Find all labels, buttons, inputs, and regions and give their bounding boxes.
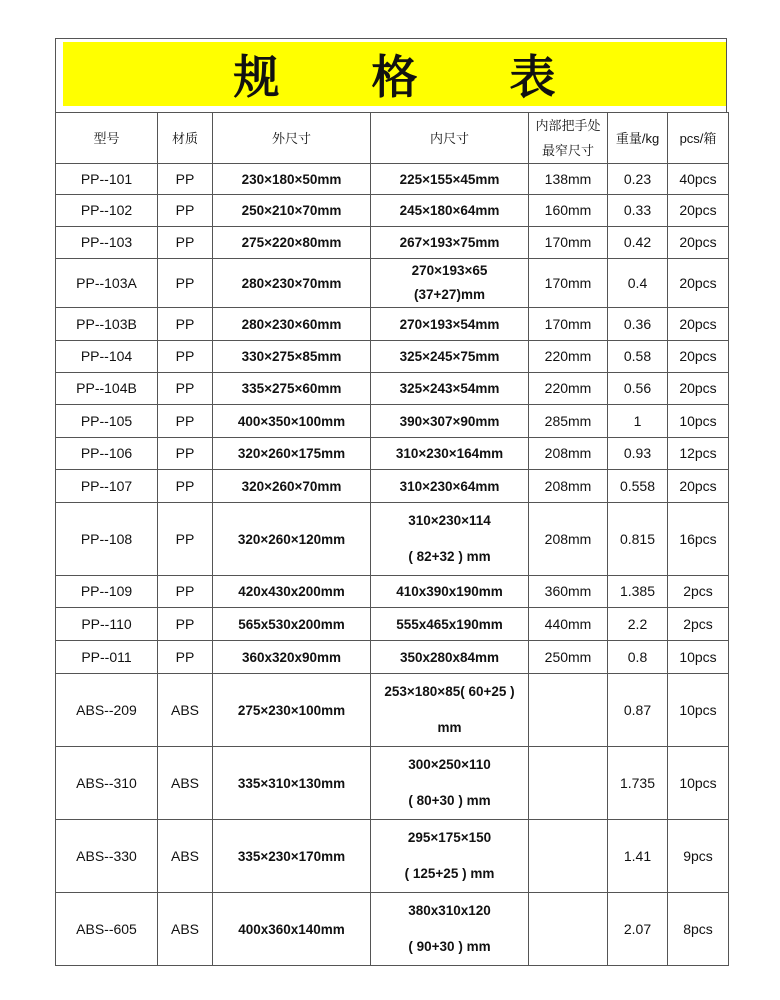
table-row xyxy=(56,470,729,503)
cell-model: ABS--605 xyxy=(56,893,158,966)
inner-size-line: ( 82+32 ) mm xyxy=(408,549,491,564)
cell-handle-width: 170mm xyxy=(529,308,608,341)
cell-handle-width: 170mm xyxy=(529,227,608,259)
table-row xyxy=(56,608,729,641)
cell-pcs: 40pcs xyxy=(668,164,729,195)
inner-size-line: 380x310x120 xyxy=(408,903,491,918)
cell-material: PP xyxy=(158,641,213,674)
cell-model: PP--107 xyxy=(56,470,158,503)
cell-material: PP xyxy=(158,308,213,341)
cell-material: PP xyxy=(158,438,213,470)
cell-weight: 0.93 xyxy=(608,438,668,470)
table-row xyxy=(56,405,729,438)
cell-handle-width xyxy=(529,893,608,966)
page-title: 规 格 表 xyxy=(233,50,594,104)
cell-outer-size: 335×275×60mm xyxy=(213,373,371,405)
cell-pcs: 20pcs xyxy=(668,470,729,503)
inner-size-line: 325×243×54mm xyxy=(399,381,500,396)
cell-material: PP xyxy=(158,164,213,195)
cell-material: ABS xyxy=(158,893,213,966)
table-row xyxy=(56,341,729,373)
cell-weight: 0.56 xyxy=(608,373,668,405)
cell-pcs: 8pcs xyxy=(668,893,729,966)
cell-material: ABS xyxy=(158,820,213,893)
cell-outer-size: 275×220×80mm xyxy=(213,227,371,259)
cell-outer-size: 250×210×70mm xyxy=(213,195,371,227)
cell-weight: 2.07 xyxy=(608,893,668,966)
cell-model: PP--103A xyxy=(56,259,158,308)
cell-material: PP xyxy=(158,341,213,373)
header-handle-line2: 最窄尺寸 xyxy=(541,143,594,158)
cell-inner-size xyxy=(371,674,529,747)
cell-model: PP--105 xyxy=(56,405,158,438)
cell-handle-width: 138mm xyxy=(529,164,608,195)
inner-size-line: ( 125+25 ) mm xyxy=(404,866,495,881)
cell-inner-size xyxy=(371,405,529,438)
cell-handle-width: 440mm xyxy=(529,608,608,641)
cell-inner-size xyxy=(371,820,529,893)
cell-outer-size: 275×230×100mm xyxy=(213,674,371,747)
cell-weight: 0.42 xyxy=(608,227,668,259)
inner-size-line: 270×193×54mm xyxy=(399,316,500,332)
cell-material: PP xyxy=(158,608,213,641)
cell-inner-size xyxy=(371,438,529,470)
cell-handle-width xyxy=(529,747,608,820)
header-model: 型号 xyxy=(56,113,158,164)
inner-size-line: 310×230×164mm xyxy=(395,446,504,461)
cell-model: PP--106 xyxy=(56,438,158,470)
cell-pcs: 20pcs xyxy=(668,195,729,227)
cell-outer-size: 320×260×70mm xyxy=(213,470,371,503)
cell-pcs: 10pcs xyxy=(668,641,729,674)
cell-weight: 2.2 xyxy=(608,608,668,641)
inner-size-line: 295×175×150 xyxy=(407,830,492,845)
inner-size-line: 310×230×114 xyxy=(408,513,491,528)
spec-table xyxy=(55,112,729,966)
cell-model: PP--110 xyxy=(56,608,158,641)
table-row xyxy=(56,438,729,470)
cell-inner-size xyxy=(371,576,529,608)
cell-inner-size xyxy=(371,259,529,308)
cell-inner-size xyxy=(371,747,529,820)
cell-outer-size: 565x530x200mm xyxy=(213,608,371,641)
cell-weight: 0.8 xyxy=(608,641,668,674)
cell-model: ABS--330 xyxy=(56,820,158,893)
header-inner-size: 内尺寸 xyxy=(371,113,529,164)
inner-size-line: 270×193×65 xyxy=(411,263,488,278)
cell-material: PP xyxy=(158,227,213,259)
inner-size-line: mm xyxy=(437,720,462,735)
cell-handle-width: 250mm xyxy=(529,641,608,674)
cell-pcs: 20pcs xyxy=(668,259,729,308)
cell-handle-width: 208mm xyxy=(529,470,608,503)
cell-handle-width: 170mm xyxy=(529,259,608,308)
cell-material: PP xyxy=(158,503,213,576)
table-row xyxy=(56,674,729,747)
inner-size-line: 253×180×85( 60+25 ) xyxy=(384,684,515,699)
inner-size-line: 390×307×90mm xyxy=(399,413,500,429)
cell-material: ABS xyxy=(158,747,213,820)
cell-pcs: 20pcs xyxy=(668,373,729,405)
table-row xyxy=(56,747,729,820)
cell-outer-size: 230×180×50mm xyxy=(213,164,371,195)
table-row xyxy=(56,164,729,195)
cell-outer-size: 280×230×60mm xyxy=(213,308,371,341)
cell-handle-width: 220mm xyxy=(529,373,608,405)
inner-size-line: ( 80+30 ) mm xyxy=(408,793,491,808)
inner-size-line: 310×230×64mm xyxy=(399,478,500,494)
cell-inner-size xyxy=(371,641,529,674)
cell-weight: 0.558 xyxy=(608,470,668,503)
header-handle-line1: 内部把手处 xyxy=(535,118,601,133)
cell-inner-size xyxy=(371,893,529,966)
cell-outer-size: 400×350×100mm xyxy=(213,405,371,438)
inner-size-line: 267×193×75mm xyxy=(399,235,500,250)
cell-model: PP--109 xyxy=(56,576,158,608)
inner-size-line: 300×250×110 xyxy=(408,757,491,772)
header-row xyxy=(56,113,729,164)
cell-weight: 0.815 xyxy=(608,503,668,576)
table-row xyxy=(56,259,729,308)
cell-material: ABS xyxy=(158,674,213,747)
cell-pcs: 12pcs xyxy=(668,438,729,470)
cell-weight: 0.33 xyxy=(608,195,668,227)
table-row xyxy=(56,820,729,893)
cell-weight: 1 xyxy=(608,405,668,438)
cell-model: PP--102 xyxy=(56,195,158,227)
cell-outer-size: 360x320x90mm xyxy=(213,641,371,674)
table-row xyxy=(56,641,729,674)
table-row xyxy=(56,503,729,576)
table-row xyxy=(56,308,729,341)
cell-handle-width: 208mm xyxy=(529,503,608,576)
header-weight: 重量/kg xyxy=(608,113,668,164)
cell-model: PP--104 xyxy=(56,341,158,373)
cell-outer-size: 335×310×130mm xyxy=(213,747,371,820)
cell-model: PP--108 xyxy=(56,503,158,576)
cell-pcs: 16pcs xyxy=(668,503,729,576)
cell-outer-size: 280×230×70mm xyxy=(213,259,371,308)
table-row xyxy=(56,195,729,227)
cell-pcs: 2pcs xyxy=(668,608,729,641)
cell-model: ABS--310 xyxy=(56,747,158,820)
inner-size-line: 555x465x190mm xyxy=(396,616,503,632)
cell-inner-size xyxy=(371,503,529,576)
cell-inner-size xyxy=(371,470,529,503)
cell-weight: 0.4 xyxy=(608,259,668,308)
cell-outer-size: 420x430x200mm xyxy=(213,576,371,608)
cell-weight: 1.735 xyxy=(608,747,668,820)
spec-sheet xyxy=(55,38,727,113)
cell-weight: 0.36 xyxy=(608,308,668,341)
inner-size-line: 410x390x190mm xyxy=(396,584,503,599)
cell-material: PP xyxy=(158,259,213,308)
cell-handle-width xyxy=(529,820,608,893)
cell-handle-width: 160mm xyxy=(529,195,608,227)
table-row xyxy=(56,373,729,405)
cell-material: PP xyxy=(158,470,213,503)
inner-size-line: (37+27)mm xyxy=(414,287,485,302)
cell-outer-size: 330×275×85mm xyxy=(213,341,371,373)
cell-pcs: 2pcs xyxy=(668,576,729,608)
cell-pcs: 20pcs xyxy=(668,341,729,373)
cell-handle-width: 285mm xyxy=(529,405,608,438)
cell-weight: 0.23 xyxy=(608,164,668,195)
inner-size-line: 350x280x84mm xyxy=(399,649,500,665)
cell-weight: 0.87 xyxy=(608,674,668,747)
cell-weight: 1.41 xyxy=(608,820,668,893)
inner-size-line: 225×155×45mm xyxy=(399,171,500,187)
cell-model: ABS--209 xyxy=(56,674,158,747)
cell-outer-size: 400x360x140mm xyxy=(213,893,371,966)
table-row xyxy=(56,893,729,966)
cell-inner-size xyxy=(371,195,529,227)
cell-inner-size xyxy=(371,341,529,373)
cell-pcs: 10pcs xyxy=(668,405,729,438)
inner-size-line: ( 90+30 ) mm xyxy=(408,939,491,954)
cell-model: PP--011 xyxy=(56,641,158,674)
cell-model: PP--101 xyxy=(56,164,158,195)
title-banner xyxy=(63,42,726,106)
cell-inner-size xyxy=(371,373,529,405)
cell-material: PP xyxy=(158,405,213,438)
header-material: 材质 xyxy=(158,113,213,164)
cell-inner-size xyxy=(371,227,529,259)
inner-size-line: 245×180×64mm xyxy=(399,203,500,218)
cell-pcs: 10pcs xyxy=(668,747,729,820)
cell-pcs: 20pcs xyxy=(668,308,729,341)
cell-inner-size xyxy=(371,164,529,195)
cell-pcs: 10pcs xyxy=(668,674,729,747)
cell-pcs: 20pcs xyxy=(668,227,729,259)
table-row xyxy=(56,576,729,608)
header-outer-size: 外尺寸 xyxy=(213,113,371,164)
cell-model: PP--103 xyxy=(56,227,158,259)
cell-material: PP xyxy=(158,195,213,227)
cell-handle-width xyxy=(529,674,608,747)
cell-inner-size xyxy=(371,608,529,641)
cell-handle-width: 208mm xyxy=(529,438,608,470)
cell-handle-width: 360mm xyxy=(529,576,608,608)
cell-handle-width: 220mm xyxy=(529,341,608,373)
cell-pcs: 9pcs xyxy=(668,820,729,893)
cell-material: PP xyxy=(158,576,213,608)
table-row xyxy=(56,227,729,259)
cell-outer-size: 320×260×120mm xyxy=(213,503,371,576)
cell-outer-size: 335×230×170mm xyxy=(213,820,371,893)
cell-weight: 0.58 xyxy=(608,341,668,373)
cell-model: PP--103B xyxy=(56,308,158,341)
header-pcs: pcs/箱 xyxy=(668,113,729,164)
cell-outer-size: 320×260×175mm xyxy=(213,438,371,470)
cell-weight: 1.385 xyxy=(608,576,668,608)
cell-inner-size xyxy=(371,308,529,341)
cell-model: PP--104B xyxy=(56,373,158,405)
inner-size-line: 325×245×75mm xyxy=(399,349,500,364)
cell-material: PP xyxy=(158,373,213,405)
header-handle-width xyxy=(529,113,608,164)
